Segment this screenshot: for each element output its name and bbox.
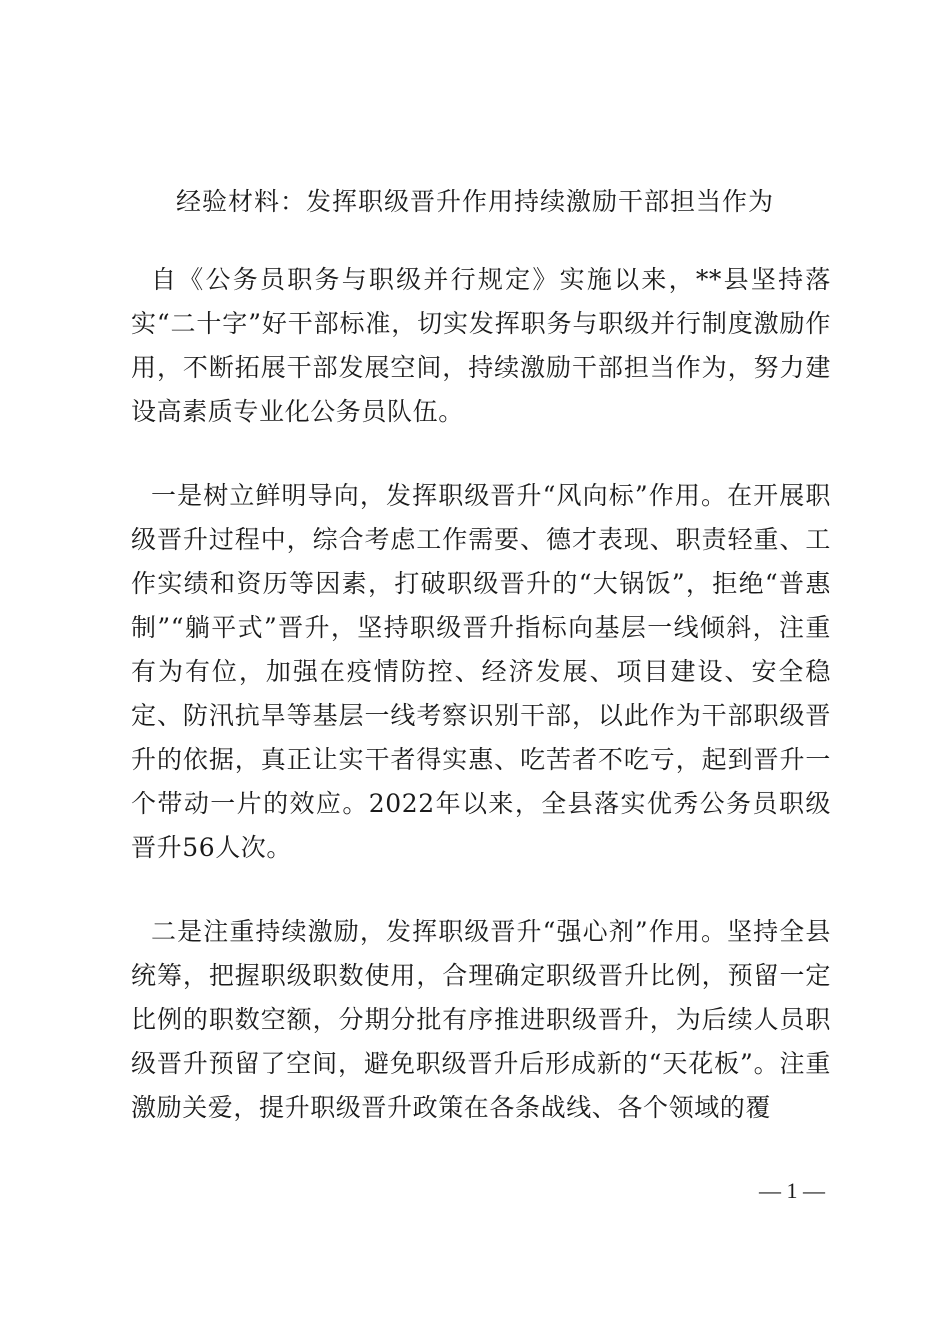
intro-paragraph: 自《公务员职务与职级并行规定》实施以来，**县坚持落实“二十字”好干部标准，切实发挥职务与职级并行制度激励作用，不断拓展干部发展空间，持续激励干部担当作为，努力建设高素质专业化公务员队伍。 — [131, 265, 831, 426]
section-one-paragraph: 一是树立鲜明导向，发挥职级晋升“风向标”作用。在开展职级晋升过程中，综合考虑工作需要、德才表现、职责轻重、工作实绩和资历等因素，打破职级晋升的“大锅饭”，拒绝“普惠制”“躺平式”晋升，坚持职级晋升指标向基层一线倾斜，注重有为有位，加强在疫情防控、经济发展、项目建设、安全稳定、防汛抗旱等基层一线考察识别干部，以此作为干部职级晋升的依据，真正让实干者得实惠、吃苦者不吃亏，起到晋升一个带动一片的效应。2022年以来，全县落实优秀公务员职级晋升56人次。 — [131, 481, 831, 862]
page-number: — 1 — — [759, 1178, 825, 1203]
document-title: 经验材料：发挥职级晋升作用持续激励干部担当作为 — [175, 187, 774, 216]
section-two-paragraph: 二是注重持续激励，发挥职级晋升“强心剂”作用。坚持全县统筹，把握职级职数使用，合理确定职级晋升比例，预留一定比例的职数空额，分期分批有序推进职级晋升，为后续人员职级晋升预留了空间，避免职级晋升后形成新的“天花板”。注重激励关爱，提升职级晋升政策在各条战线、各个领域的覆 — [131, 917, 831, 1122]
